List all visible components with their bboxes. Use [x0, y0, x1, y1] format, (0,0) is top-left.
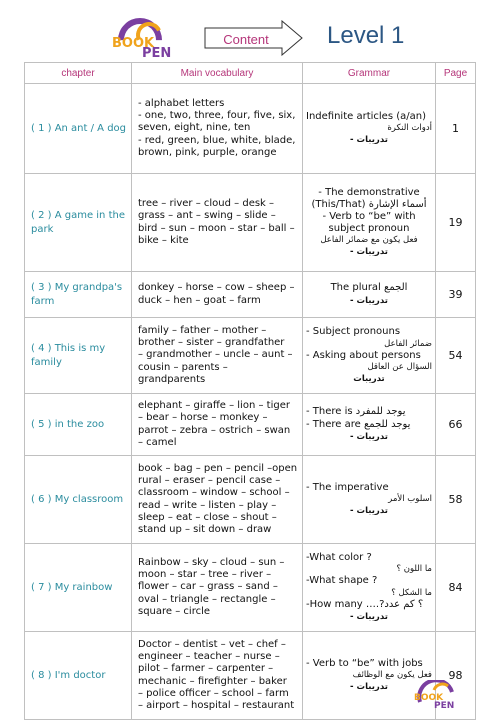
page-header [0, 0, 500, 60]
vocab-line: - red, green, blue, white, blade, [138, 134, 296, 146]
grammar-arabic: فعل يكون مع ضمائر الفاعل [320, 235, 418, 246]
vocab-line: classroom – window – school – [138, 487, 290, 499]
vocab-line: Rainbow – sky – cloud – sun – [138, 556, 285, 568]
grammar-arabic: ما الشكل ؟ [391, 587, 432, 598]
logo-text-bottom: PEN [142, 46, 172, 61]
vocab-line: parrot – zebra – ostrich – swan [138, 424, 291, 436]
vocab-line: donkey – horse – cow – sheep – [138, 282, 295, 294]
vocab-line: grass – ant – swing – slide – [138, 210, 276, 222]
grammar-line: (This/That) أسماء الإشارة [311, 198, 427, 210]
grammar-arabic: فعل يكون مع الوظائف [352, 670, 432, 681]
column-header-grammar: Grammar [303, 63, 436, 84]
vocab-line: family – father – mother – [138, 324, 267, 336]
chapter-cell: ( 5 ) in the zoo [25, 394, 132, 456]
grammar-cell [303, 456, 436, 544]
grammar-line: - The demonstrative [318, 186, 420, 198]
vocab-line: bike – kite [138, 234, 189, 246]
grammar-line: subject pronoun [328, 223, 410, 235]
chapter-cell: ( 7 ) My rainbow [25, 544, 132, 632]
practice-label: تدريبات [353, 373, 385, 384]
chapter-cell: ( 8 ) I'm doctor [25, 632, 132, 720]
column-header-page: Page [436, 63, 476, 84]
grammar-cell [303, 318, 436, 394]
vocab-line: moon – star – tree – river – [138, 569, 272, 581]
vocab-line: square – circle [138, 605, 211, 617]
vocab-cell [132, 84, 303, 174]
grammar-line: -How many ….?؟ كم عدد [306, 598, 424, 610]
chapter-cell: ( 3 ) My grandpa's farm [25, 272, 132, 318]
page-cell: 58 [436, 456, 476, 544]
table-row [25, 318, 476, 394]
vocab-line: flower – car – grass – sand – [138, 581, 278, 593]
grammar-line: - There is يوجد للمفرد [306, 406, 406, 418]
grammar-arabic: ضمائر الفاعل [384, 338, 432, 349]
table-row [25, 544, 476, 632]
grammar-line: Indefinite articles (a/an) [306, 110, 426, 122]
vocab-line: – grandmother – uncle – aunt – [138, 349, 293, 361]
grammar-line: - The imperative [306, 481, 389, 493]
grammar-arabic: ما اللون ؟ [396, 564, 432, 575]
vocab-cell [132, 174, 303, 272]
grammar-cell [303, 84, 436, 174]
chapter-cell: ( 2 ) A game in the park [25, 174, 132, 272]
vocab-line: bird – sun – moon – star – ball – [138, 222, 295, 234]
table-row [25, 272, 476, 318]
page-cell: 19 [436, 174, 476, 272]
vocab-line: – police officer – school – farm [138, 687, 289, 699]
grammar-line: - There are يوجد للجمع [306, 418, 411, 430]
page-cell: 1 [436, 84, 476, 174]
vocab-line: Doctor – dentist – vet – chef – [138, 638, 286, 650]
footer-logo-top: BOOK [414, 693, 444, 703]
practice-label: تدريبات - [350, 135, 388, 146]
table-row [25, 174, 476, 272]
grammar-line: -What color ? [306, 552, 372, 564]
vocab-cell [132, 318, 303, 394]
page-cell: 98 [436, 632, 476, 720]
column-header-chapter: chapter [25, 63, 132, 84]
vocab-line: brother – sister – grandfather [138, 337, 285, 349]
grammar-line: -What shape ? [306, 575, 378, 587]
grammar-line: - Verb to “be” with [322, 211, 416, 222]
vocab-line: oval – triangle – rectangle – [138, 593, 276, 605]
vocab-line: mechanic – firefighter – baker [138, 675, 287, 687]
level-title: Level 1 [327, 22, 405, 49]
chapter-cell: ( 1 ) An ant / A dog [25, 84, 132, 174]
page-cell: 84 [436, 544, 476, 632]
vocab-line: – camel [138, 436, 177, 448]
grammar-line: - Verb to “be” with jobs [306, 657, 423, 669]
vocab-line: read – write – listen – play – [138, 499, 277, 511]
page-cell: 54 [436, 318, 476, 394]
vocab-line: – bear – horse – monkey – [138, 412, 268, 424]
vocab-line: pilot – farmer – carpenter – [138, 663, 274, 675]
vocab-line: book – bag – pen – pencil –open [138, 462, 298, 474]
vocab-line: elephant – giraffe – lion – tiger [138, 400, 290, 412]
table-row [25, 394, 476, 456]
vocab-line: – airport – hospital – restaurant [138, 699, 295, 711]
grammar-cell [303, 544, 436, 632]
content-label: Content [223, 32, 269, 47]
vocab-line: brown, pink, purple, orange [138, 146, 277, 158]
book-pen-logo [112, 16, 192, 64]
practice-label: تدريبات - [350, 431, 388, 442]
grammar-arabic: السؤال عن العاقل [367, 361, 432, 372]
practice-label: تدريبات - [350, 247, 388, 258]
grammar-arabic: أدوات النكرة [387, 123, 432, 134]
grammar-line: The plural الجمع [330, 282, 408, 294]
practice-label: تدريبات - [350, 611, 388, 622]
vocab-cell [132, 272, 303, 318]
grammar-line: - Asking about persons [306, 349, 421, 361]
practice-label: تدريبات - [350, 506, 388, 517]
grammar-arabic: اسلوب الأمر [388, 494, 432, 505]
practice-label: تدريبات - [350, 682, 388, 693]
grammar-cell [303, 272, 436, 318]
vocab-line: duck – hen – goat – farm [138, 294, 261, 306]
practice-label: تدريبات - [350, 295, 388, 306]
vocab-cell [132, 394, 303, 456]
vocab-line: seven, eight, nine, ten [138, 122, 251, 134]
vocab-line: stand up – sit down – draw [138, 523, 272, 535]
table-row [25, 456, 476, 544]
chapter-cell: ( 6 ) My classroom [25, 456, 132, 544]
column-header-vocabulary: Main vocabulary [132, 63, 303, 84]
page-cell: 66 [436, 394, 476, 456]
vocab-line: - one, two, three, four, five, six, [138, 110, 296, 122]
footer-book-pen-logo [414, 680, 460, 712]
grammar-cell [303, 394, 436, 456]
vocab-line: engineer – teacher – nurse – [138, 651, 280, 663]
footer-logo-bottom: PEN [434, 701, 455, 711]
vocab-cell [132, 544, 303, 632]
vocab-line: - alphabet letters [138, 97, 225, 109]
vocab-line: tree – river – cloud – desk – [138, 198, 275, 210]
vocab-cell [132, 456, 303, 544]
grammar-line: - Subject pronouns [306, 326, 401, 338]
chapter-cell: ( 4 ) This is my family [25, 318, 132, 394]
vocab-line: grandparents [138, 373, 206, 385]
table-header-row [25, 63, 476, 84]
contents-table [24, 62, 476, 720]
vocab-line: cousin – parents – [138, 361, 228, 373]
vocab-line: rural – eraser – pencil case – [138, 475, 281, 487]
grammar-cell [303, 174, 436, 272]
table-row [25, 84, 476, 174]
vocab-cell [132, 632, 303, 720]
vocab-line: sleep – eat – close – shout – [138, 511, 277, 523]
page-cell: 39 [436, 272, 476, 318]
logo-text-top: BOOK [112, 36, 155, 51]
table-row [25, 632, 476, 720]
